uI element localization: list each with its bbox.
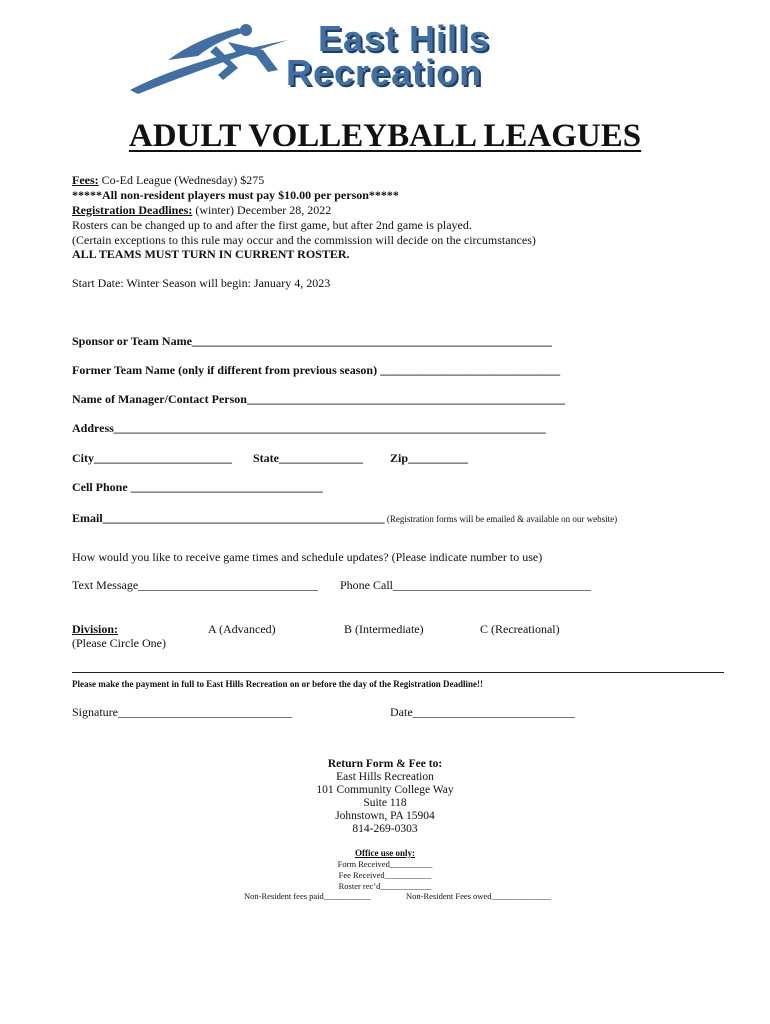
division-option-advanced[interactable]: A (Advanced) — [208, 622, 276, 636]
email-note: (Registration forms will be emailed & available on our website) — [384, 514, 618, 524]
address-field[interactable]: Address________________________________________________________________________ — [72, 421, 546, 435]
office-roster-received: Roster rec’d____________ — [338, 881, 432, 891]
city-field[interactable]: City_______________________ — [72, 451, 232, 465]
division-option-intermediate[interactable]: B (Intermediate) — [344, 622, 424, 636]
east-hills-recreation-logo — [128, 20, 608, 98]
division-circle-instruction: (Please Circle One) — [72, 636, 166, 650]
division-label: Division: — [72, 622, 119, 636]
rosters-text: Rosters can be changed up to and after the first game, but after 2nd game is played. — [72, 218, 472, 232]
text-message-field[interactable]: Text Message______________________________ — [72, 578, 319, 592]
date-field[interactable]: Date___________________________ — [390, 705, 575, 719]
email-line — [72, 509, 617, 527]
return-heading: Return Form & Fee to: — [327, 758, 443, 770]
signature-field[interactable]: Signature_____________________________ — [72, 705, 292, 719]
manager-contact-field[interactable]: Name of Manager/Contact Person_____________________________________________________ — [72, 392, 565, 406]
return-line-4: Johnstown, PA 15904 — [335, 810, 435, 822]
office-form-received: Form Received__________ — [337, 859, 433, 869]
payment-notice: Please make the payment in full to East Hills Recreation on or before the day of the Registration Deadline!! — [72, 679, 483, 689]
former-team-name-field[interactable]: Former Team Name (only if different from previous season) ______________________________ — [72, 363, 561, 377]
office-use-heading: Office use only: — [355, 848, 415, 858]
roster-notice: ALL TEAMS MUST TURN IN CURRENT ROSTER. — [72, 247, 350, 261]
page-title — [0, 118, 770, 155]
divider-line — [72, 672, 724, 673]
office-nonresident-owed: Non-Resident Fees owed______________ — [406, 891, 551, 901]
fees-line — [72, 173, 264, 188]
cell-phone-field[interactable]: Cell Phone ________________________________ — [72, 480, 323, 494]
runner-swoosh-icon — [128, 20, 298, 98]
exceptions-text: (Certain exceptions to this rule may occur and the commission will decide on the circumstances) — [72, 233, 536, 247]
deadline-value: (winter) December 28, 2022 — [192, 203, 332, 217]
return-line-2: 101 Community College Way — [316, 784, 454, 796]
fees-label: Fees: — [72, 173, 99, 187]
sponsor-team-name-field[interactable]: Sponsor or Team Name____________________________________________________________ — [72, 334, 552, 348]
return-line-1: East Hills Recreation — [336, 771, 434, 783]
office-nonresident-paid: Non-Resident fees paid___________ — [244, 891, 371, 901]
division-option-recreational[interactable]: C (Recreational) — [480, 622, 560, 636]
phone-call-field[interactable]: Phone Call_________________________________ — [340, 578, 591, 592]
updates-question: How would you like to receive game times and schedule updates? (Please indicate number to use) — [72, 550, 543, 564]
nonresident-fee-notice: *****All non-resident players must pay $10.00 per person***** — [72, 188, 399, 202]
deadline-line — [72, 203, 331, 218]
fees-value: Co-Ed League (Wednesday) $275 — [98, 173, 265, 187]
logo-text-recreation: Recreation — [286, 52, 483, 93]
return-line-5: 814-269-0303 — [352, 823, 418, 835]
return-line-3: Suite 118 — [363, 797, 407, 809]
deadline-label: Registration Deadlines: — [72, 203, 193, 217]
state-field[interactable]: State______________ — [253, 451, 363, 465]
page-title-text: ADULT VOLLEYBALL LEAGUES — [128, 118, 642, 154]
office-fee-received: Fee Received___________ — [338, 870, 432, 880]
zip-field[interactable]: Zip__________ — [390, 451, 469, 465]
email-field[interactable]: Email_______________________________________________ — [72, 511, 385, 525]
logo-text-east-hills: East Hills — [318, 18, 491, 59]
start-date: Start Date: Winter Season will begin: January 4, 2023 — [72, 276, 331, 290]
